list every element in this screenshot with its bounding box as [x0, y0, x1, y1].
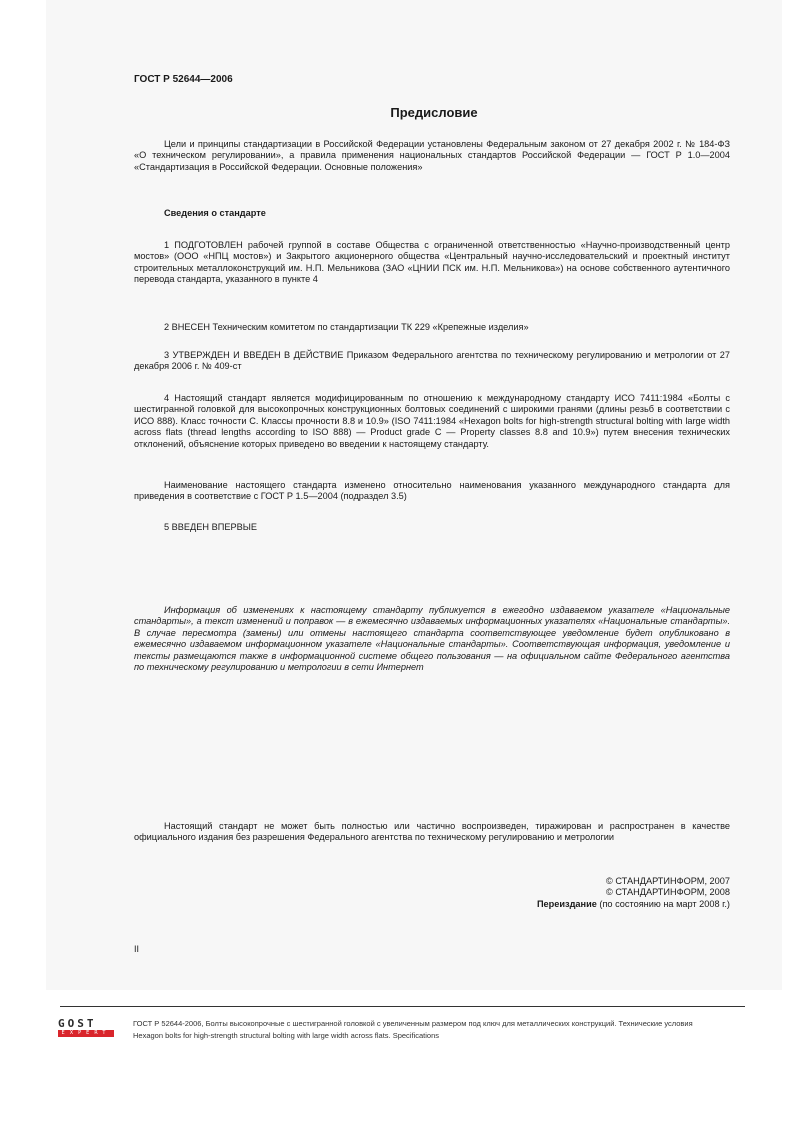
reissue-note: (по состоянию на март 2008 г.) [596, 898, 730, 909]
gost-expert-logo[interactable] [58, 1018, 116, 1040]
copyright-line-2008: © СТАНДАРТИНФОРМ, 2008 [606, 887, 730, 898]
item-2-paragraph: 2 ВНЕСЕН Техническим комитетом по стандартизации ТК 229 «Крепежные изделия» [164, 322, 529, 332]
document-number: ГОСТ Р 52644—2006 [134, 74, 233, 85]
item-4-rename-paragraph: Наименование настоящего стандарта изменено относительно наименования указанного международного стандарта для приведения в соответствие с ГОСТ Р 1.5—2004 (подраздел 3.5) [134, 480, 730, 502]
footer-document-info [133, 1018, 793, 1042]
reissue-line [134, 899, 730, 910]
section-heading: Сведения о стандарте [164, 208, 266, 218]
copyright-line-2007: © СТАНДАРТИНФОРМ, 2007 [606, 876, 730, 886]
logo-subtitle: EXPERT [58, 1030, 114, 1037]
item-4-paragraph: 4 Настоящий стандарт является модифицированным по отношению к международному стандарту ИСО 7411:1984 «Болты с шестигранной головкой для высокопрочных конструкционных болтовых соединений с широкими гранями (длины резьб в соответствии с ИСО 888). Класс точности С. Классы прочности 8.8 и 10.9» (ISO 7411:1984 «Hexagon bolts for high-strength structural bolting with large width across flats (thread lengths according to ISO 888) — Product grade C — Property classes 8.8 and 10.9») путем внесения технических отклонений, объяснение которых приведено во введении к настоящему стандарту. [134, 393, 730, 449]
copyright-block [134, 876, 730, 910]
page-title: Предисловие [390, 105, 478, 120]
footer-title-ru: ГОСТ Р 52644-2006, Болты высокопрочные с шестигранной головкой с увеличенным размером под ключ для металлических конструкций. Технические условия [133, 1019, 693, 1028]
page-number: II [134, 944, 140, 954]
item-3-paragraph: 3 УТВЕРЖДЕН И ВВЕДЕН В ДЕЙСТВИЕ Приказом Федерального агентства по техническому регулированию и метрологии от 27 декабря 2006 г. № 409-ст [134, 350, 730, 372]
item-5-paragraph: 5 ВВЕДЕН ВПЕРВЫЕ [164, 522, 257, 532]
logo-wordmark: GOST [58, 1017, 97, 1030]
change-info-notice: Информация об изменениях к настоящему стандарту публикуется в ежегодно издаваемом указателе «Национальные стандарты», а текст изменений и поправок — в ежемесячно издаваемых информационных указателях «Национальные стандарты». В случае пересмотра (замены) или отмены настоящего стандарта соответствующее уведомление будет опубликовано в ежемесячно издаваемом информационном указателе «Национальные стандарты». Соответствующая информация, уведомление и тексты размещаются также в информационной системе общего пользования — на официальном сайте Федерального агентства по техническому регулированию и метрологии в сети Интернет [134, 605, 730, 673]
item-1-paragraph: 1 ПОДГОТОВЛЕН рабочей группой в составе Общества с ограниченной ответственностью «Научно-производственный центр мостов» (ООО «НПЦ мостов») и Закрытого акционерного общества «Центральный научно-исследовательский и проектный институт строительных металлоконструкций им. Н.П. Мельникова (ЗАО «ЦНИИ ПСК им. Н.П. Мельникова») на основе собственного аутентичного перевода стандарта, указанного в пункте 4 [134, 240, 730, 285]
intro-paragraph: Цели и принципы стандартизации в Российской Федерации установлены Федеральным законом от 27 декабря 2002 г. № 184-ФЗ «О техническом регулировании», а правила применения национальных стандартов Российской Федерации — ГОСТ Р 1.0—2004 «Стандартизация в Российской Федерации. Основные положения» [134, 139, 730, 172]
footer-divider [60, 1006, 745, 1007]
reissue-label: Переиздание [536, 898, 597, 909]
reproduction-notice: Настоящий стандарт не может быть полностью или частично воспроизведен, тиражирован и распространен в качестве официального издания без разрешения Федерального агентства по техническому регулированию и метрологии [134, 821, 730, 843]
footer-title-en: Hexagon bolts for high-strength structural bolting with large width across flats. Specifications [133, 1031, 439, 1040]
